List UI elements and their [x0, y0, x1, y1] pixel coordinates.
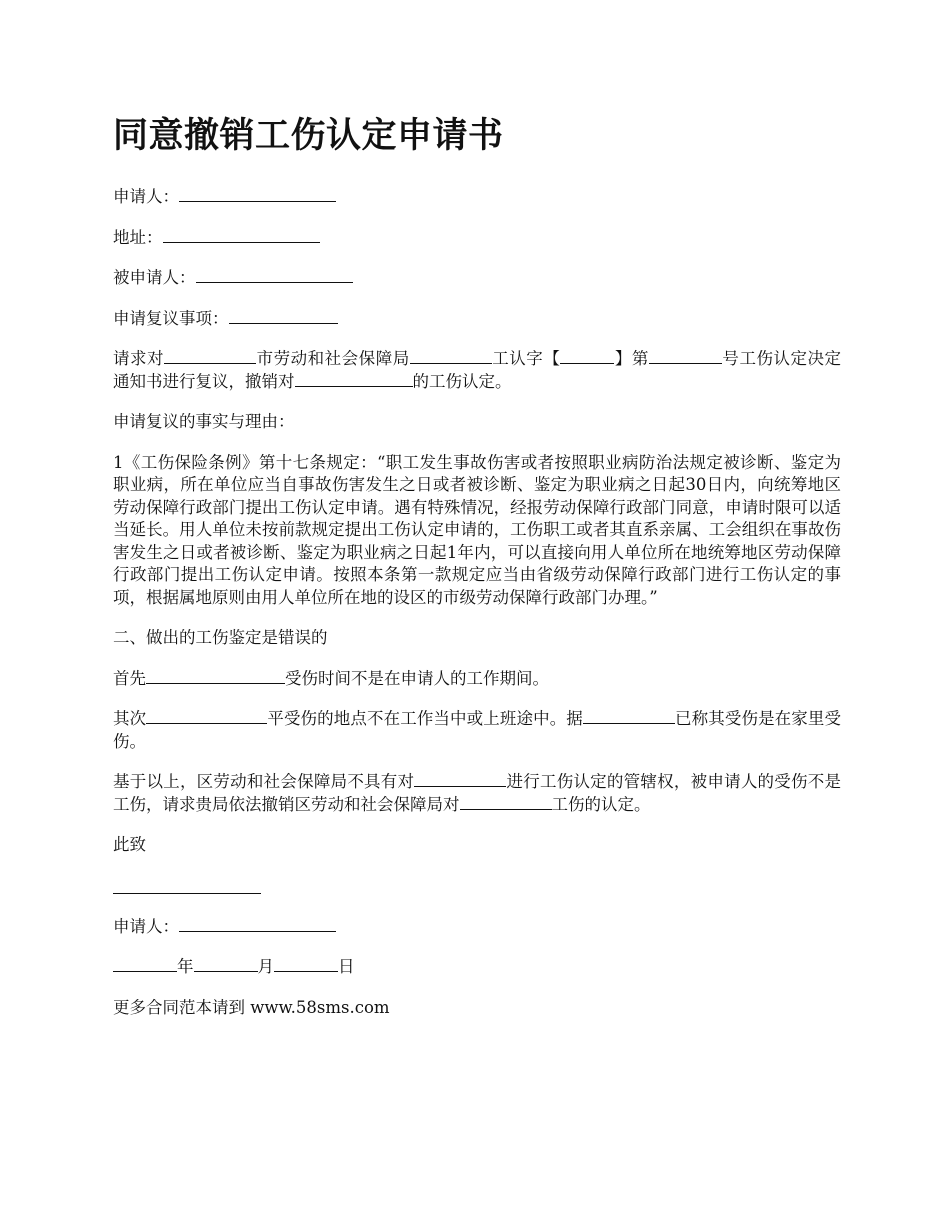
document-title: 同意撤销工伤认定申请书 — [113, 116, 504, 156]
second-text-2: 平受伤的地点不在工作当中或上班途中。据 — [267, 709, 583, 728]
footer-link-text: 更多合同范本请到 www.58sms.com — [113, 997, 390, 1017]
respondent-blank[interactable] — [196, 267, 353, 283]
request-text-4: 】第 — [614, 349, 649, 368]
conclusion-blank-2[interactable] — [460, 794, 552, 810]
first-blank[interactable] — [146, 668, 285, 684]
request-text-5: 号工伤认定决定通知书进行复议，撤销对 — [113, 349, 842, 391]
request-paragraph — [113, 348, 841, 393]
first-text-2: 受伤时间不是在申请人的工作期间。 — [285, 668, 549, 688]
conclusion-paragraph — [113, 771, 841, 816]
second-text-1: 其次 — [113, 709, 147, 728]
second-blank-1[interactable] — [146, 708, 267, 724]
conclusion-text-3: 工伤的认定。 — [551, 794, 651, 814]
request-blank-4[interactable] — [649, 348, 722, 364]
facts-heading: 申请复议的事实与理由： — [113, 412, 295, 431]
request-text-6: 的工伤认定。 — [412, 371, 512, 391]
first-paragraph — [113, 668, 841, 691]
request-text-1: 请求对 — [113, 349, 165, 368]
respondent-line — [113, 267, 841, 290]
request-text-2: 市劳动和社会保障局 — [256, 349, 410, 368]
point-two-heading: 二、做出的工伤鉴定是错误的 — [113, 628, 328, 647]
request-text-3: 工认字【 — [491, 349, 561, 368]
conclusion-text-1: 基于以上，区劳动和社会保障局不具有对 — [113, 772, 415, 791]
second-paragraph — [113, 708, 841, 753]
request-blank-2[interactable] — [410, 348, 492, 364]
applicant-label: 申请人： — [113, 187, 179, 206]
second-blank-2[interactable] — [583, 708, 675, 724]
recipient-blank[interactable] — [113, 875, 261, 894]
document-page — [113, 108, 841, 1037]
request-blank-5[interactable] — [295, 371, 413, 387]
first-text-1: 首先 — [113, 668, 146, 688]
address-label: 地址： — [113, 227, 163, 247]
address-line — [113, 227, 841, 250]
year-blank[interactable] — [113, 956, 177, 972]
conclusion-text-2: 进行工伤认定的管辖权，被申请人的受伤不是工伤，请求贵局依法撤销区劳动和社会保障局对 — [113, 772, 842, 814]
year-label: 年 — [177, 957, 194, 976]
applicant-signature-label: 申请人： — [113, 916, 179, 936]
date-line — [113, 956, 841, 979]
applicant-signature-blank[interactable] — [179, 916, 336, 932]
applicant-signature-line — [113, 916, 841, 939]
review-matter-label: 申请复议事项： — [113, 308, 229, 328]
review-matter-blank[interactable] — [229, 308, 338, 324]
day-blank[interactable] — [274, 956, 338, 972]
month-label: 月 — [257, 957, 274, 976]
day-label: 日 — [338, 957, 355, 976]
month-blank[interactable] — [194, 956, 258, 972]
closing-text: 此致 — [113, 835, 146, 854]
respondent-label: 被申请人： — [113, 268, 196, 287]
second-text-3: 已称其受伤是在家里受伤。 — [113, 709, 841, 751]
article-paragraph: 1《工伤保险条例》第十七条规定：“职工发生事故伤害或者按照职业病防治法规定被诊断、鉴定为职业病，所在单位应当自事故伤害发生之日或者被诊断、鉴定为职业病之日起30日内，向统筹地区劳动保障行政部门提出工伤认定申请。遇有特殊情况，经报劳动保障行政部门同意，申请时限可以适当延长。用人单位未按前款规定提出工伤认定申请的，工伤职工或者其直系亲属、工会组织在事故伤害发生之日或者被诊断、鉴定为职业病之日起1年内，可以直接向用人单位所在地统筹地区劳动保障行政部门提出工伤认定申请。按照本条第一款规定应当由省级劳动保障行政部门进行工伤认定的事项，根据属地原则由用人单位所在地的设区的市级劳动保障行政部门办理。” — [113, 452, 841, 607]
address-blank[interactable] — [163, 227, 320, 243]
request-blank-1[interactable] — [164, 348, 256, 364]
applicant-blank[interactable] — [179, 186, 336, 202]
review-matter-line — [113, 308, 841, 331]
request-blank-3[interactable] — [560, 348, 614, 364]
applicant-line — [113, 186, 841, 209]
conclusion-blank-1[interactable] — [414, 771, 506, 787]
